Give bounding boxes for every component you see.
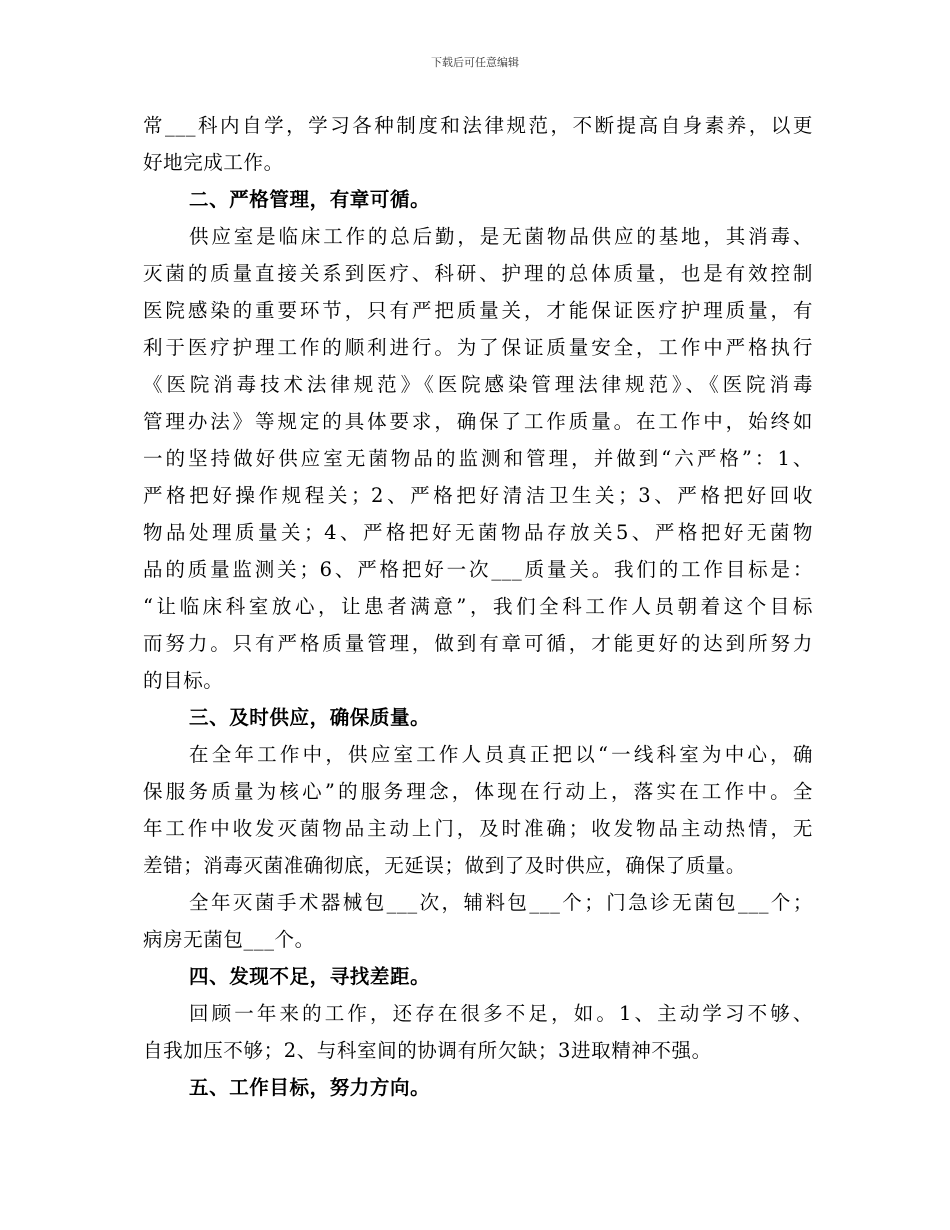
paragraph-line: 常___科内自学，学习各种制度和法律规范，不断提高自身素养，以更 xyxy=(143,114,813,137)
paragraph-line: 供应室是临床工作的总后勤，是无菌物品供应的基地，其消毒、 xyxy=(189,225,813,248)
paragraph-line: 医院感染的重要环节，只有严把质量关，才能保证医疗护理质量，有 xyxy=(143,299,813,322)
paragraph-line: 《医院消毒技术法律规范》《医院感染管理法律规范》、《医院消毒 xyxy=(143,373,813,396)
paragraph-line: 严格把好操作规程关；2、严格把好清洁卫生关；3、严格把好回收 xyxy=(143,484,813,507)
paragraph-line: 病房无菌包___个。 xyxy=(143,928,315,951)
header-note: 下载后可任意编辑 xyxy=(431,56,519,69)
paragraph-line: 好地完成工作。 xyxy=(143,151,284,174)
paragraph-line: 全年灭菌手术器械包___次，辅料包___个；门急诊无菌包___个； xyxy=(189,891,813,914)
paragraph-line: “让临床科室放心，让患者满意”，我们全科工作人员朝着这个目标 xyxy=(143,595,813,618)
section-heading: 三、及时供应，确保质量。 xyxy=(189,706,431,729)
paragraph-line: 自我加压不够；2、与科室间的协调有所欠缺；3进取精神不强。 xyxy=(143,1039,712,1062)
paragraph-line: 管理办法》等规定的具体要求，确保了工作质量。在工作中，始终如 xyxy=(143,410,813,433)
paragraph-line: 灭菌的质量直接关系到医疗、科研、护理的总体质量，也是有效控制 xyxy=(143,262,813,285)
paragraph-line: 保服务质量为核心”的服务理念，体现在行动上，落实在工作中。全 xyxy=(143,780,813,803)
paragraph-line: 回顾一年来的工作，还存在很多不足，如。1、主动学习不够、 xyxy=(189,1002,813,1025)
document-body xyxy=(143,107,813,1106)
paragraph-line: 物品处理质量关；4、严格把好无菌物品存放关5、严格把好无菌物 xyxy=(143,521,813,544)
paragraph-line: 一的坚持做好供应室无菌物品的监测和管理，并做到“六严格”：1、 xyxy=(143,447,813,470)
paragraph-line: 在全年工作中，供应室工作人员真正把以“一线科室为中心，确 xyxy=(189,743,813,766)
paragraph-line: 年工作中收发灭菌物品主动上门，及时准确；收发物品主动热情，无 xyxy=(143,817,813,840)
section-heading: 四、发现不足，寻找差距。 xyxy=(189,965,431,988)
paragraph-line: 差错；消毒灭菌准确彻底，无延误；做到了及时供应，确保了质量。 xyxy=(143,854,747,877)
paragraph-line: 品的质量监测关；6、严格把好一次___质量关。我们的工作目标是： xyxy=(143,558,813,581)
paragraph-line: 的目标。 xyxy=(143,669,224,692)
paragraph-line: 利于医疗护理工作的顺利进行。为了保证质量安全，工作中严格执行 xyxy=(143,336,813,359)
section-heading: 五、工作目标，努力方向。 xyxy=(189,1076,431,1099)
section-heading: 二、严格管理，有章可循。 xyxy=(189,188,431,211)
paragraph-line: 而努力。只有严格质量管理，做到有章可循，才能更好的达到所努力 xyxy=(143,632,813,655)
